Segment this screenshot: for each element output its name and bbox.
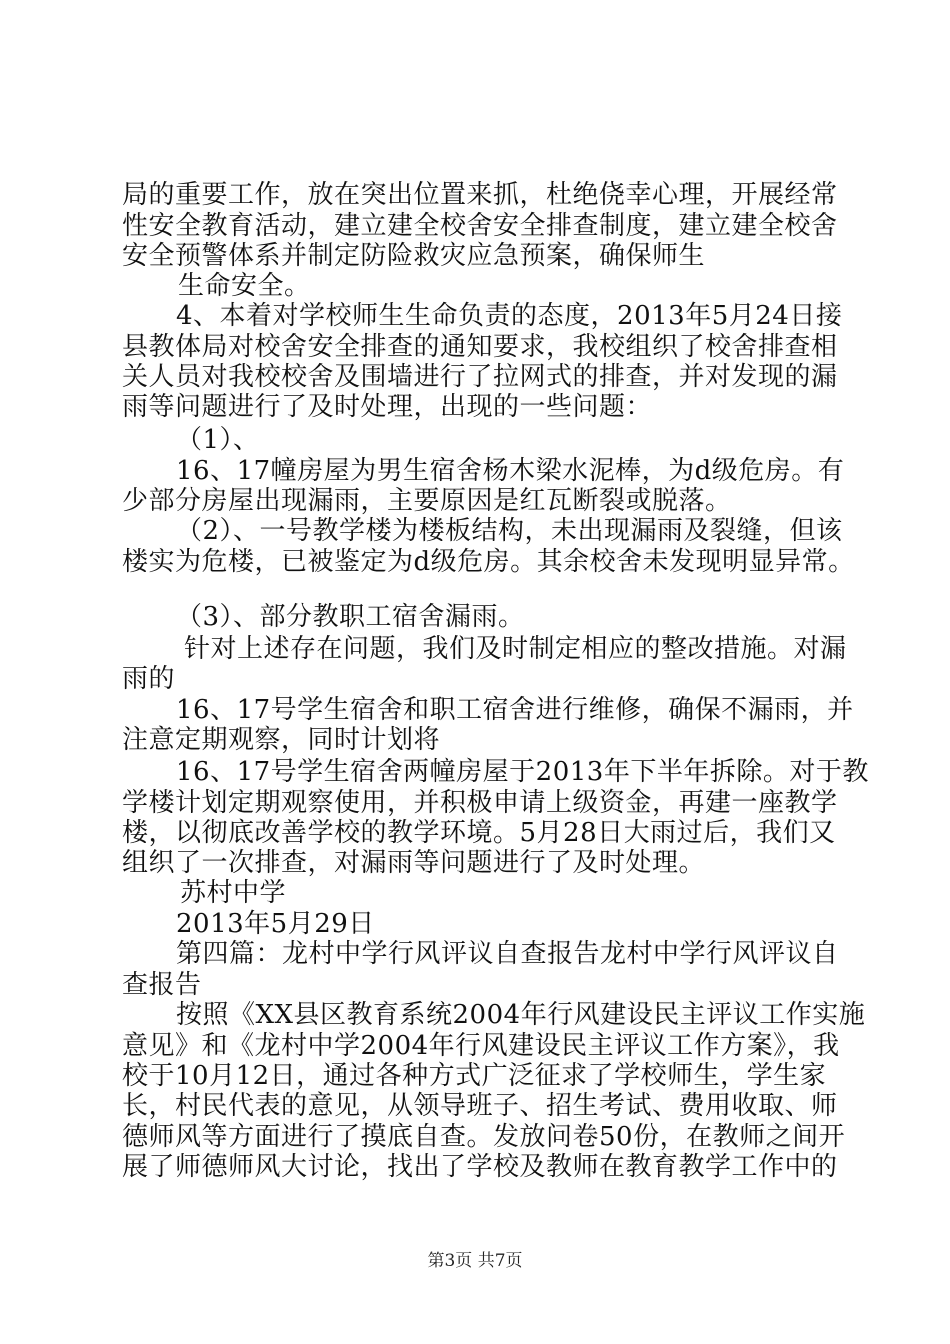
text-line-4: 生命安全。 [178,271,311,301]
text-line-31: 德师风等方面进行了摸底自查。发放问卷50份，在教师之间开 [122,1122,846,1152]
text-line-2: 性安全教育活动，建立建全校舍安全排查制度，建立建全校舍 [122,211,838,241]
text-line-18: 注意定期观察，同时计划将 [122,725,441,755]
text-line-1: 局的重要工作，放在突出位置来抓，杜绝侥幸心理，开展经常 [122,180,838,210]
text-line-29: 校于10月12日，通过各种方式广泛征求了学校师生，学生家 [122,1061,827,1091]
text-line-8: 雨等问题进行了及时处理，出现的一些问题： [122,392,653,422]
text-line-32: 展了师德师风大讨论，找出了学校及教师在教育教学工作中的 [122,1152,838,1182]
text-line-10: 16、17幢房屋为男生宿舍杨木梁水泥棒，为d级危房。有 [176,456,845,486]
text-line-22: 组织了一次排查，对漏雨等问题进行了及时处理。 [122,848,706,878]
text-line-24: 2013年5月29日 [176,909,375,939]
text-line-11: 少部分房屋出现漏雨，主要原因是红瓦断裂或脱落。 [122,486,732,516]
text-line-7: 关人员对我校校舍及围墙进行了拉网式的排查，并对发现的漏 [122,362,838,392]
text-line-26: 查报告 [122,970,202,1000]
text-line-5: 4、本着对学校师生生命负责的态度，2013年5月24日接 [176,301,843,331]
text-line-27: 按照《XX县区教育系统2004年行风建设民主评议工作实施 [176,1000,866,1030]
page-number-footer: 第3页 共7页 [427,1251,523,1271]
text-line-19: 16、17号学生宿舍两幢房屋于2013年下半年拆除。对于教 [176,757,869,787]
text-line-30: 长，村民代表的意见，从领导班子、招生考试、费用收取、师 [122,1091,838,1121]
text-line-23: 苏村中学 [180,878,287,908]
text-line-12: （2）、一号教学楼为楼板结构，未出现漏雨及裂缝，但该 [176,516,843,546]
text-line-6: 县教体局对校舍安全排查的通知要求，我校组织了校舍排查相 [122,332,838,362]
text-line-25: 第四篇：龙村中学行风评议自查报告龙村中学行风评议自 [176,939,839,969]
text-line-14: （3）、部分教职工宿舍漏雨。 [176,602,525,632]
text-line-15: 针对上述存在问题，我们及时制定相应的整改措施。对漏 [184,634,847,664]
text-line-21: 楼，以彻底改善学校的教学环境。5月28日大雨过后，我们又 [122,818,836,848]
text-line-16: 雨的 [122,664,176,694]
text-line-9: （1）、 [176,425,260,455]
text-line-13: 楼实为危楼，已被鉴定为d级危房。其余校舍未发现明显异常。 [122,547,855,577]
text-line-28: 意见》和《龙村中学2004年行风建设民主评议工作方案》，我 [122,1031,840,1061]
text-line-17: 16、17号学生宿舍和职工宿舍进行维修，确保不漏雨，并 [176,695,854,725]
text-line-3: 安全预警体系并制定防险救灾应急预案，确保师生 [122,241,706,271]
text-line-20: 学楼计划定期观察使用，并积极申请上级资金，再建一座教学 [122,788,838,818]
